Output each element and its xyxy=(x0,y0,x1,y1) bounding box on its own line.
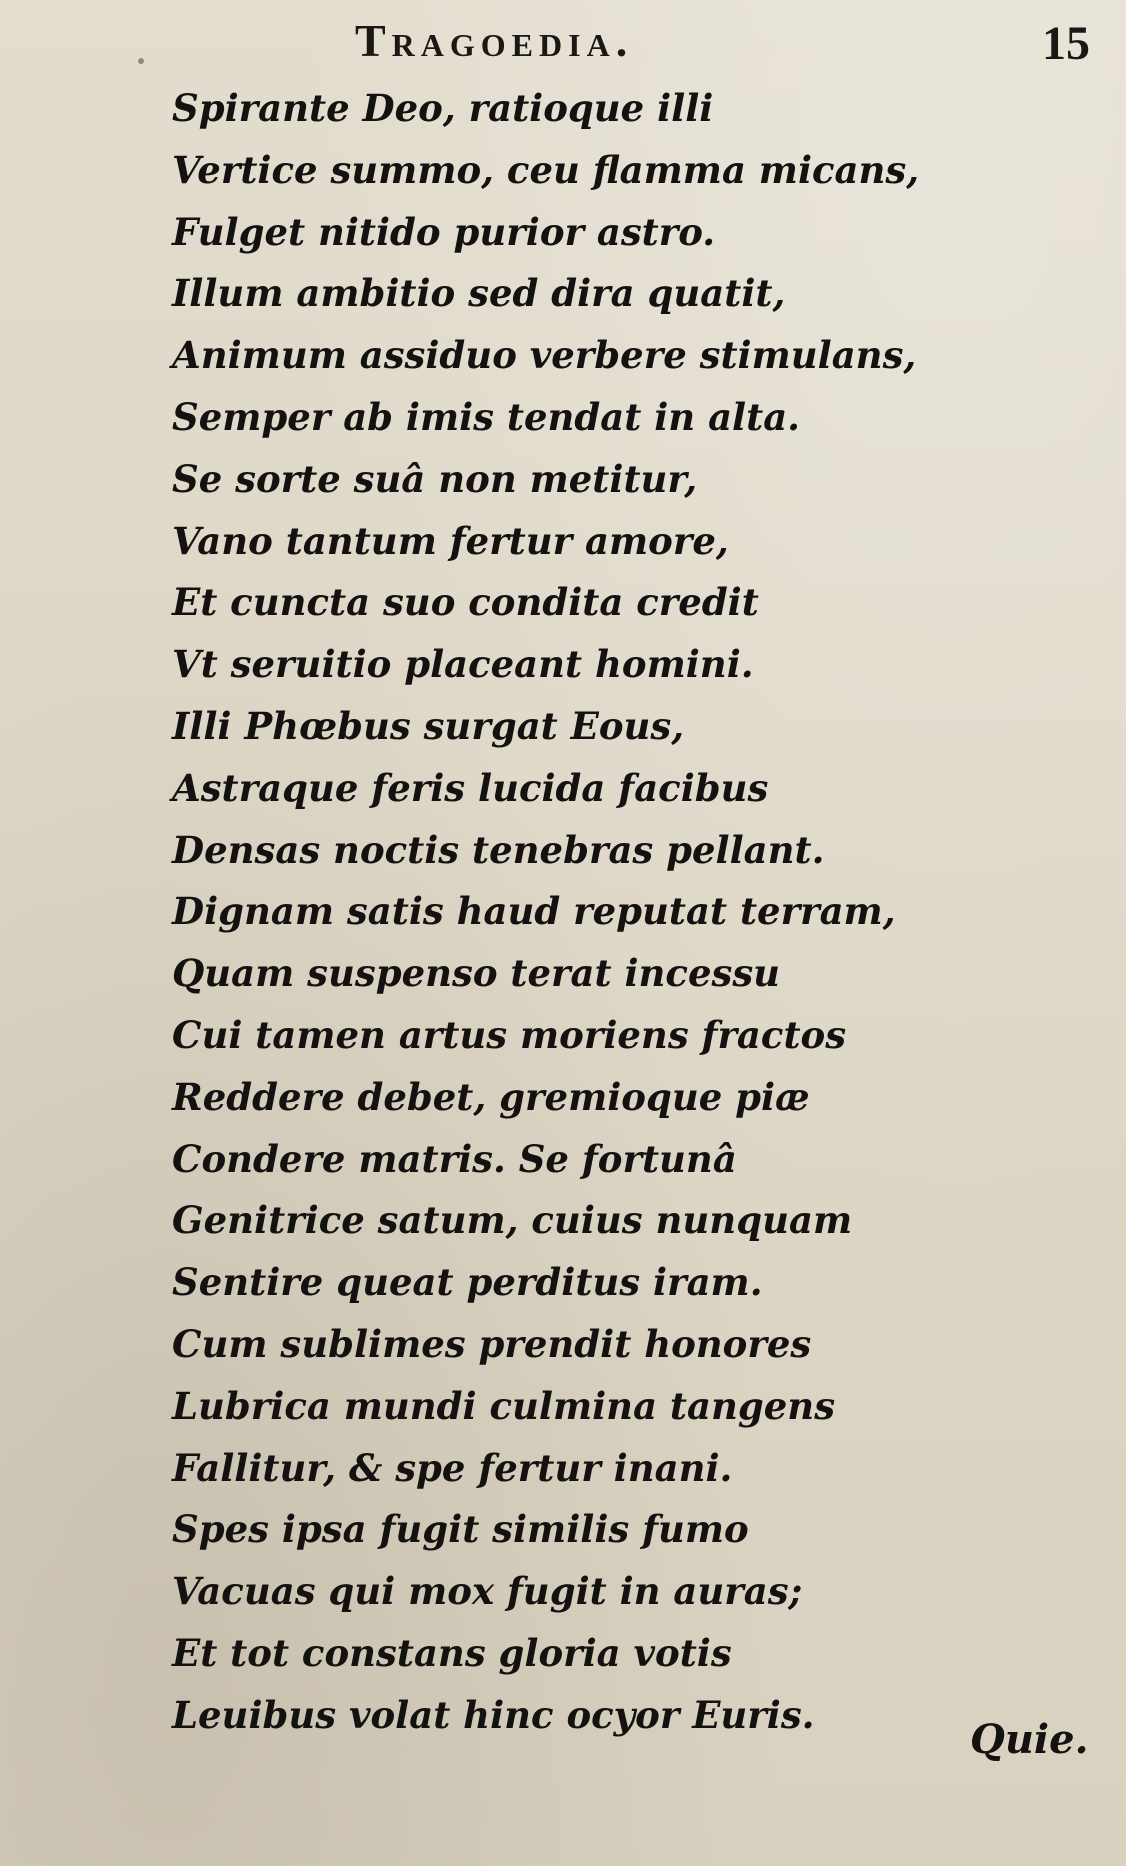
verse-line: Leuibus volat hinc ocyor Euris. xyxy=(172,1692,815,1737)
verse-line: Et cuncta suo condita credit xyxy=(172,580,759,625)
verse-line: Cum sublimes prendit honores xyxy=(172,1321,812,1366)
verse-line: Semper ab imis tendat in alta. xyxy=(172,394,801,439)
verse-line: Vertice summo, ceu flamma micans, xyxy=(172,147,920,192)
catchword: Quie. xyxy=(970,1716,1089,1763)
verse-line: Vano tantum fertur amore, xyxy=(172,518,729,563)
verse-line: Illum ambitio sed dira quatit, xyxy=(172,271,786,316)
verse-line: Vt seruitio placeant homini. xyxy=(172,642,754,687)
verse-line: Reddere debet, gremioque piæ xyxy=(172,1074,810,1119)
verse-line: Fallitur, & spe fertur inani. xyxy=(172,1445,733,1490)
verse-block xyxy=(172,78,919,1747)
verse-line: Illi Phœbus surgat Eous, xyxy=(172,703,685,748)
verse-line: Quam suspenso terat incessu xyxy=(172,951,781,996)
verse-line: Cui tamen artus moriens fractos xyxy=(172,1012,847,1057)
running-head: Tragoedia. xyxy=(355,15,634,66)
verse-line: Fulget nitido purior astro. xyxy=(172,209,716,254)
page-number: 15 xyxy=(1042,17,1090,70)
verse-line: Animum assiduo verbere stimulans, xyxy=(172,333,917,378)
verse-line: Et tot constans gloria votis xyxy=(172,1630,732,1675)
verse-line: Densas noctis tenebras pellant. xyxy=(172,827,825,872)
verse-line: Sentire queat perditus iram. xyxy=(172,1260,763,1305)
ink-speck xyxy=(138,58,144,64)
verse-line: Spirante Deo, ratioque illi xyxy=(172,86,714,130)
verse-line: Astraque feris lucida facibus xyxy=(172,765,769,810)
verse-line: Lubrica mundi culmina tangens xyxy=(172,1383,836,1428)
verse-line: Vacuas qui mox fugit in auras; xyxy=(172,1569,803,1614)
verse-line: Se sorte suâ non metitur, xyxy=(172,456,698,501)
verse-line: Dignam satis haud reputat terram, xyxy=(172,889,896,934)
verse-line: Condere matris. Se fortunâ xyxy=(172,1136,737,1181)
verse-line: Genitrice satum, cuius nunquam xyxy=(172,1198,853,1243)
verse-line: Spes ipsa fugit similis fumo xyxy=(172,1507,749,1552)
